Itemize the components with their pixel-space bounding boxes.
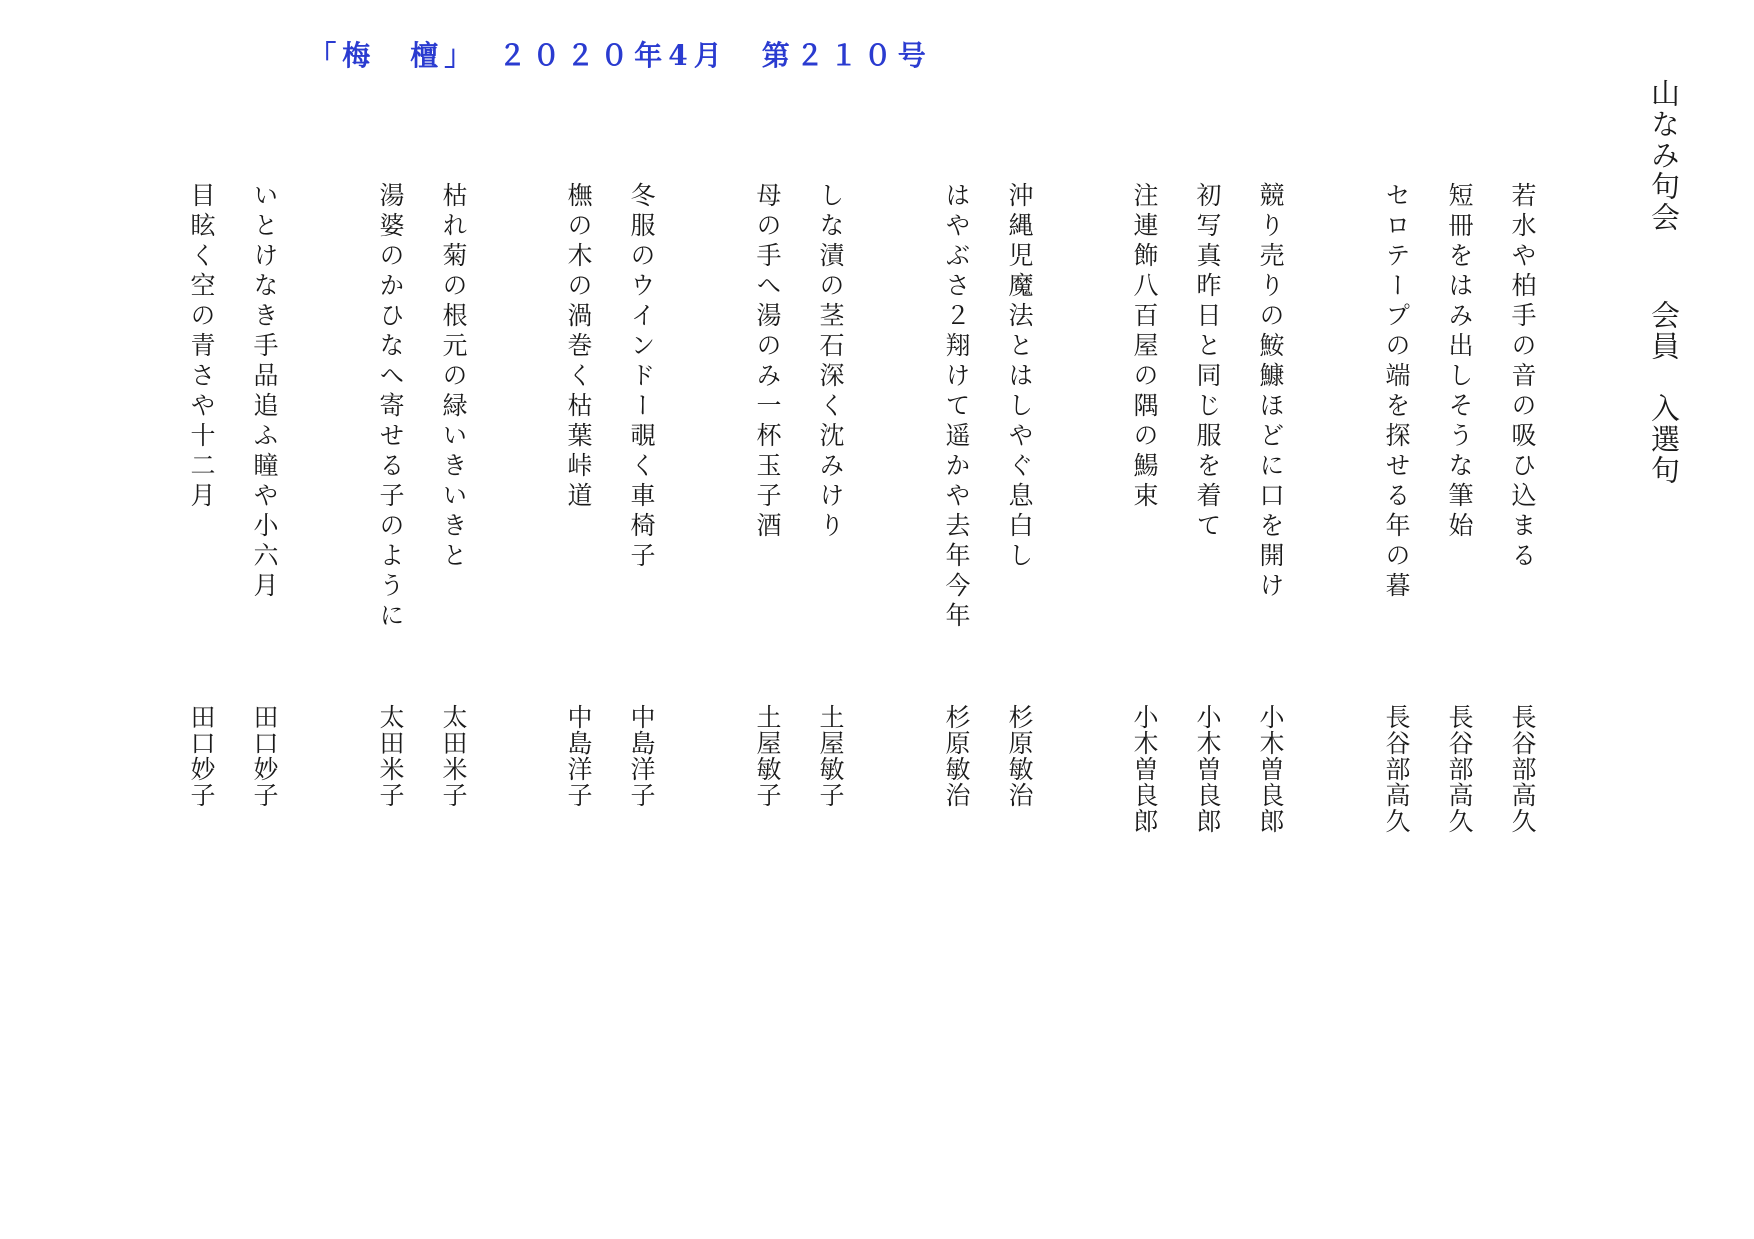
haiku-author: 中島洋子 xyxy=(564,704,593,808)
haiku-author: 杉原敏治 xyxy=(942,704,971,808)
haiku-author: 田口妙子 xyxy=(250,704,279,808)
haiku-text: 冬服のウインドー覗く車椅子 xyxy=(627,182,656,572)
haiku-author: 中島洋子 xyxy=(627,704,656,808)
haiku-author: 小木曽良郎 xyxy=(1130,704,1159,834)
haiku-text: 短冊をはみ出しそうな筆始 xyxy=(1445,182,1474,542)
haiku-text: 注連飾八百屋の隅の鰑束 xyxy=(1130,182,1159,512)
haiku-author: 田口妙子 xyxy=(187,704,216,808)
haiku-text: しな漬の茎石深く沈みけり xyxy=(816,182,845,542)
haiku-text: 若水や柏手の音の吸ひ込まる xyxy=(1508,182,1537,572)
haiku-text: いとけなき手品追ふ瞳や小六月 xyxy=(250,182,279,602)
haiku-author: 小木曽良郎 xyxy=(1256,704,1285,834)
haiku-text: 母の手へ湯のみ一杯玉子酒 xyxy=(753,182,782,542)
haiku-text: セロテープの端を探せる年の暮 xyxy=(1382,182,1411,602)
haiku-text: 沖縄児魔法とはしやぐ息白し xyxy=(1005,182,1034,572)
haiku-author: 長谷部高久 xyxy=(1508,704,1537,834)
haiku-author: 太田米子 xyxy=(439,704,468,808)
group-title: 山なみ句会 会員 入選句 xyxy=(1647,78,1681,486)
haiku-text: はやぶさ２翔けて遥かや去年今年 xyxy=(942,182,971,632)
haiku-author: 小木曽良郎 xyxy=(1193,704,1222,834)
haiku-author: 杉原敏治 xyxy=(1005,704,1034,808)
haiku-text: 橅の木の渦巻く枯葉峠道 xyxy=(564,182,593,512)
haiku-author: 長谷部高久 xyxy=(1382,704,1411,834)
haiku-author: 土屋敏子 xyxy=(753,704,782,808)
journal-header: 「梅 檀」 ２０２０年4月 第２１０号 xyxy=(308,39,932,72)
haiku-text: 湯婆のかひなへ寄せる子のように xyxy=(376,182,405,632)
haiku-text: 初写真昨日と同じ服を着て xyxy=(1193,182,1222,542)
haiku-author: 土屋敏子 xyxy=(816,704,845,808)
haiku-text: 枯れ菊の根元の緑いきいきと xyxy=(439,182,468,572)
haiku-author: 太田米子 xyxy=(376,704,405,808)
haiku-text: 競り売りの鮟鱇ほどに口を開け xyxy=(1256,182,1285,602)
haiku-author: 長谷部高久 xyxy=(1445,704,1474,834)
haiku-text: 目眩く空の青さや十二月 xyxy=(187,182,216,512)
